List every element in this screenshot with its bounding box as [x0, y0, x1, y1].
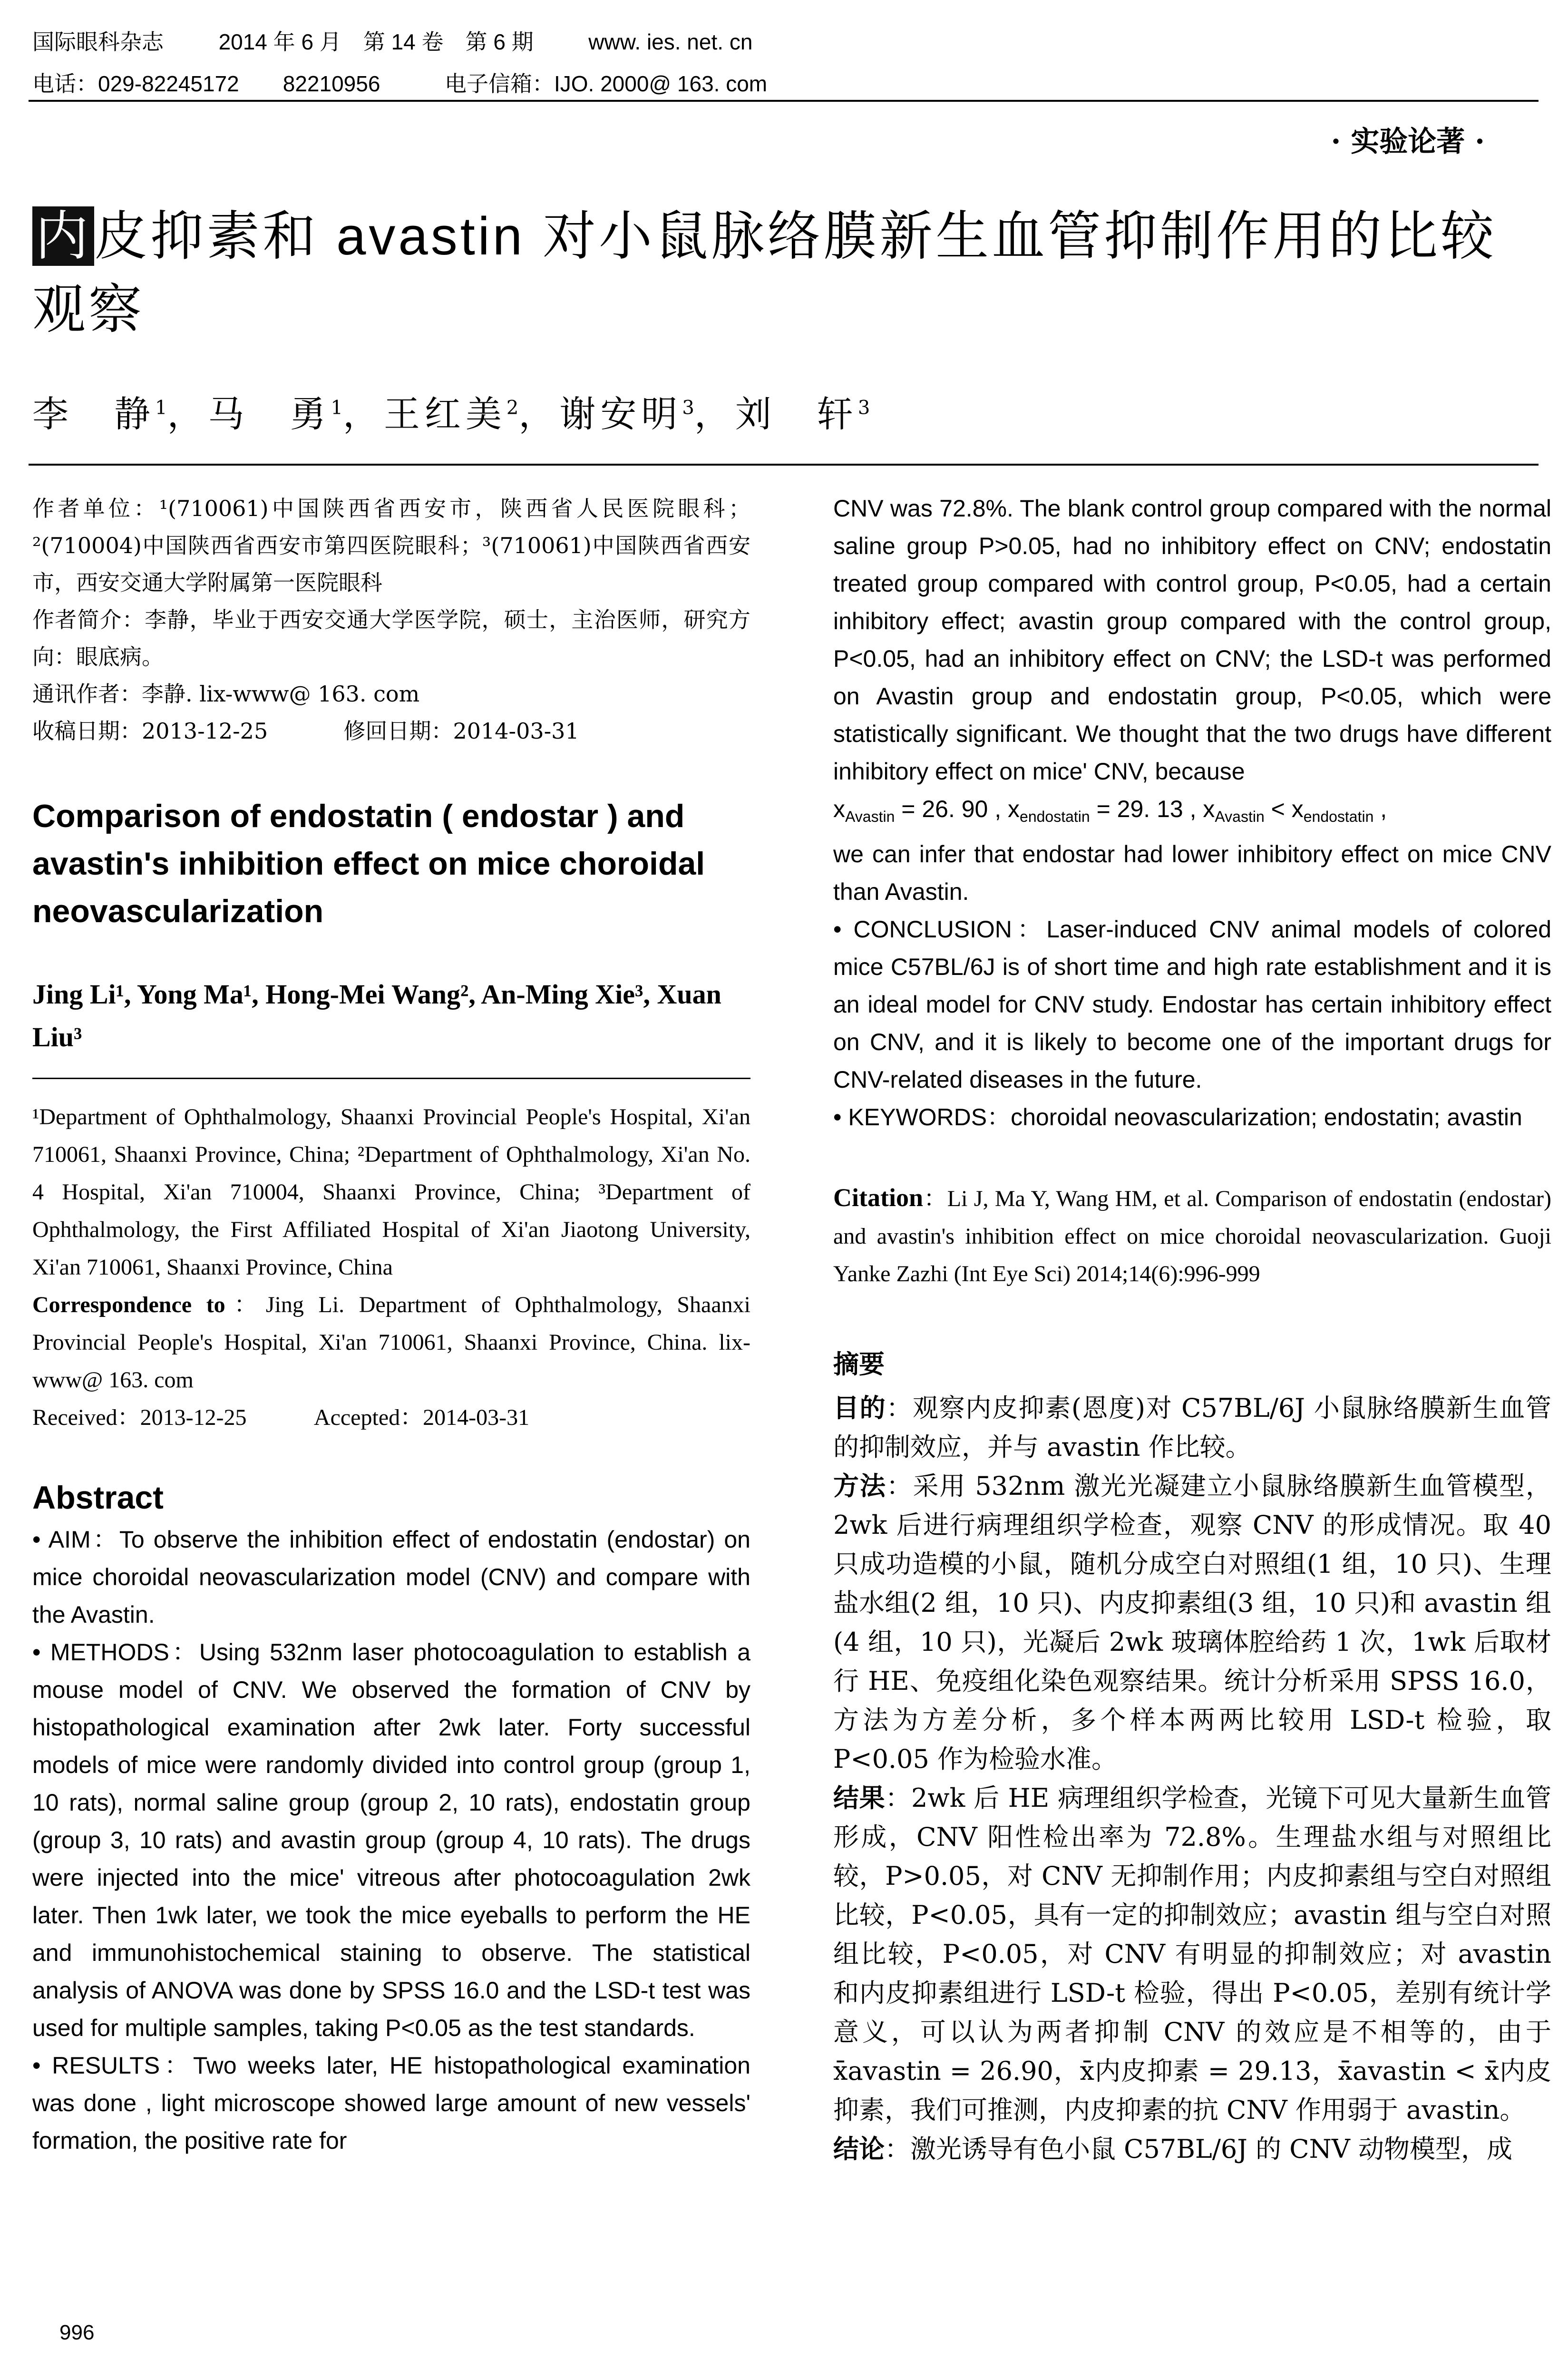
journal-header	[32, 25, 752, 56]
phone: 电话：029-82245172 82210956	[32, 71, 380, 96]
revised-cn: 修回日期：2014-03-31	[343, 718, 579, 744]
received-cn: 收稿日期：2013-12-25	[32, 718, 268, 744]
paper-title	[32, 200, 1535, 346]
header-rule	[29, 100, 1539, 102]
author-cn: 刘 轩$^3$	[735, 393, 870, 435]
citation: Citation：Li J, Ma Y, Wang HM, et al. Comparison of endostatin (endostar) and avastin's inhibition effect on mice choroidal neovascularization. Guoji Yanke Zazhi (Int Eye Sci) 2014;14(6):996-999	[833, 1183, 1551, 1286]
abstract-methods: • METHODS：Using 532nm laser photocoagulation to establish a mouse model of CNV. We observed the formation of CNV by histopathological examination after 2wk later. Forty successful models of mice were randomly divided into control group (group 1, 10 rats), normal saline group (group 2, 10 rats), endostatin group (group 3, 10 rats) and avastin group (group 4, 10 rats). The drugs were injected into the mice' vitreous after photocoagulation 2wk later. Then 1wk later, we took the mice eyeballs to perform the HE and immunohistochemical staining to observe. The statistical analysis of ANOVA was done by SPSS 16.0 and the LSD-t test was used for multiple samples, taking P<0.05 as the test standards.	[32, 1639, 750, 2041]
zh-conclusion-label: 结论	[833, 2134, 885, 2164]
abstract-keywords: • KEYWORDS：choroidal neovascularization; endostatin; avastin	[833, 1104, 1522, 1130]
dates-en	[32, 1399, 750, 1436]
results-continued: CNV was 72.8%. The blank control group compared with the normal saline group P>0.05, had no inhibitory effect on CNV; endostatin treated group compared with control group, P<0.05, had a certain inhibitory effect; avastin group compared with the control group, P<0.05, had an inhibitory effect on CNV; the LSD-t was performed on Avastin group and endostatin group, P<0.05, which were statistically significant. We thought that the two drugs have different inhibitory effect on mice' CNV, because	[833, 495, 1551, 785]
citation-label: Citation	[833, 1183, 923, 1212]
correspondence-en: Correspondence to：Jing Li. Department of Ophthalmology, Shaanxi Provincial People's Hospital, Xi'an 710061, Shaanxi Province, China. lix-www@ 163. com	[32, 1292, 750, 1393]
abstract-conclusion: • CONCLUSION：Laser-induced CNV animal models of colored mice C57BL/6J is of short time and high rate establishment and it is an ideal model for CNV study. Endostar has certain inhibitory effect on CNV, and it is likely to become one of the important drugs for CNV-related diseases in the future.	[833, 916, 1551, 1093]
authors-cn: 李 静$^1$，马 勇$^1$，王红美$^2$，谢安明$^3$，刘 轩$^3$	[32, 393, 870, 435]
authors-en: Jing Li¹, Yong Ma¹, Hong-Mei Wang², An-Ming Xie³, Xuan Liu³	[32, 979, 721, 1052]
section-tag: · 实验论著 ·	[1331, 125, 1485, 158]
zh-methods-label: 方法	[833, 1471, 886, 1501]
results-inference: we can infer that endostar had lower inhibitory effect on mice CNV than Avastin.	[833, 841, 1551, 905]
affiliation-cn: 作者单位：¹(710061)中国陕西省西安市，陕西省人民医院眼科；²(710004)中国陕西省西安市第四医院眼科；³(710061)中国陕西省西安市，西安交通大学附属第一医院眼科	[32, 496, 750, 595]
issue-info: 2014 年 6 月 第 14 卷 第 6 期	[218, 29, 534, 54]
title-text: 皮抑素和 avastin 对小鼠脉络膜新生血管抑制作用的比较观察	[32, 206, 1497, 339]
website: www. ies. net. cn	[588, 29, 753, 54]
author-cn: 李 静$^1$	[32, 393, 167, 435]
zh-methods: 方法：采用 532nm 激光光凝建立小鼠脉络膜新生血管模型，2wk 后进行病理组织学检查，观察 CNV 的形成情况。取 40 只成功造模的小鼠，随机分成空白对照组(1 组，10 只)、生理盐水组(2 组，10 只)、内皮抑素组(3 组，10 只)和 avastin 组(4 组，10 只)，光凝后 2wk 玻璃体腔给药 1 次，1wk 后取材行 HE、免疫组化染色观察结果。统计分析采用 SPSS 16.0，方法为方差分析，多个样本两两比较用 LSD-t 检验，取 P<0.05 作为检验水准。	[833, 1471, 1551, 1774]
zh-aim-label: 目的	[833, 1393, 886, 1423]
abstract-results: • RESULTS：Two weeks later, HE histopathological examination was done , light microscope showed large amount of new vessels' formation, the positive rate for	[32, 2052, 750, 2154]
results-means: $x_{Avastin} = 26$. 90 , $x_{endostatin} = 29$. 13 , $x_{Avastin} < x_{endostatin}$ ,	[833, 796, 1387, 825]
abstract-aim: • AIM：To observe the inhibition effect of endostatin (endostar) on mice choroidal neovascularization model (CNV) and compare with the Avastin.	[32, 1526, 750, 1628]
journal-name: 国际眼科杂志	[32, 29, 164, 54]
page-number: 996	[59, 2321, 95, 2344]
dates-cn	[32, 712, 750, 750]
author-cn: 马 勇$^1$	[208, 393, 343, 435]
affiliation-en: ¹Department of Ophthalmology, Shaanxi Provincial People's Hospital, Xi'an 710061, Shaanxi Province, China; ²Department of Ophthalmology, Xi'an No. 4 Hospital, Xi'an 710004, Shaanxi Province, China; ³Department of Ophthalmology, the First Affiliated Hospital of Xi'an Jiaotong University, Xi'an 710061, Shaanxi Province, China	[32, 1104, 750, 1280]
authors-rule	[29, 464, 1539, 466]
zh-results: 结果：2wk 后 HE 病理组织学检查，光镜下可见大量新生血管形成，CNV 阳性检出率为 72.8%。生理盐水组与对照组比较，P>0.05，对 CNV 无抑制作用；内皮抑素组与空白对照组比较，P<0.05，具有一定的抑制效应；avastin 组与空白对照组比较，P<0.05，对 CNV 有明显的抑制效应；对 avastin 和内皮抑素组进行 LSD-t 检验，得出 P<0.05，差别有统计学意义，可以认为两者抑制 CNV 的效应是不相等的，由于 x̄avastin = 26.90，x̄内皮抑素 = 29.13，x̄avastin < x̄内皮抑素，我们可推测，内皮抑素的抗 CNV 作用弱于 avastin。	[833, 1783, 1551, 2125]
zh-aim: 目的：观察内皮抑素(恩度)对 C57BL/6J 小鼠脉络膜新生血管的抑制效应，并与 avastin 作比较。	[833, 1393, 1552, 1462]
bio-cn: 作者简介：李静，毕业于西安交通大学医学院，硕士，主治医师，研究方向：眼底病。	[32, 607, 750, 670]
authors-en-rule	[32, 1078, 750, 1079]
left-column	[32, 490, 750, 2160]
right-column	[833, 490, 1551, 2169]
abstract-heading: Abstract	[32, 1480, 164, 1516]
zh-conclusion: 结论：激光诱导有色小鼠 C57BL/6J 的 CNV 动物模型，成	[833, 2134, 1512, 2164]
correspondence-label: Correspondence to	[32, 1292, 225, 1317]
received-en: Received：2013-12-25	[32, 1405, 247, 1430]
author-cn: 王红美$^2$	[383, 393, 519, 435]
title-drop-highlight: 内	[32, 206, 94, 266]
author-cn: 谢安明$^3$	[559, 393, 694, 435]
correspondence-cn: 通讯作者：李静. lix-www@ 163. com	[32, 681, 420, 707]
zh-abstract-heading: 摘要	[833, 1349, 885, 1379]
zh-results-label: 结果	[833, 1783, 886, 1813]
accepted-en: Accepted：2014-03-31	[313, 1405, 530, 1430]
contact-header	[32, 67, 767, 98]
email: 电子信箱：IJO. 2000@ 163. com	[444, 71, 768, 96]
english-title: Comparison of endostatin ( endostar ) and avastin's inhibition effect on mice choroidal neovascularization	[32, 798, 705, 929]
